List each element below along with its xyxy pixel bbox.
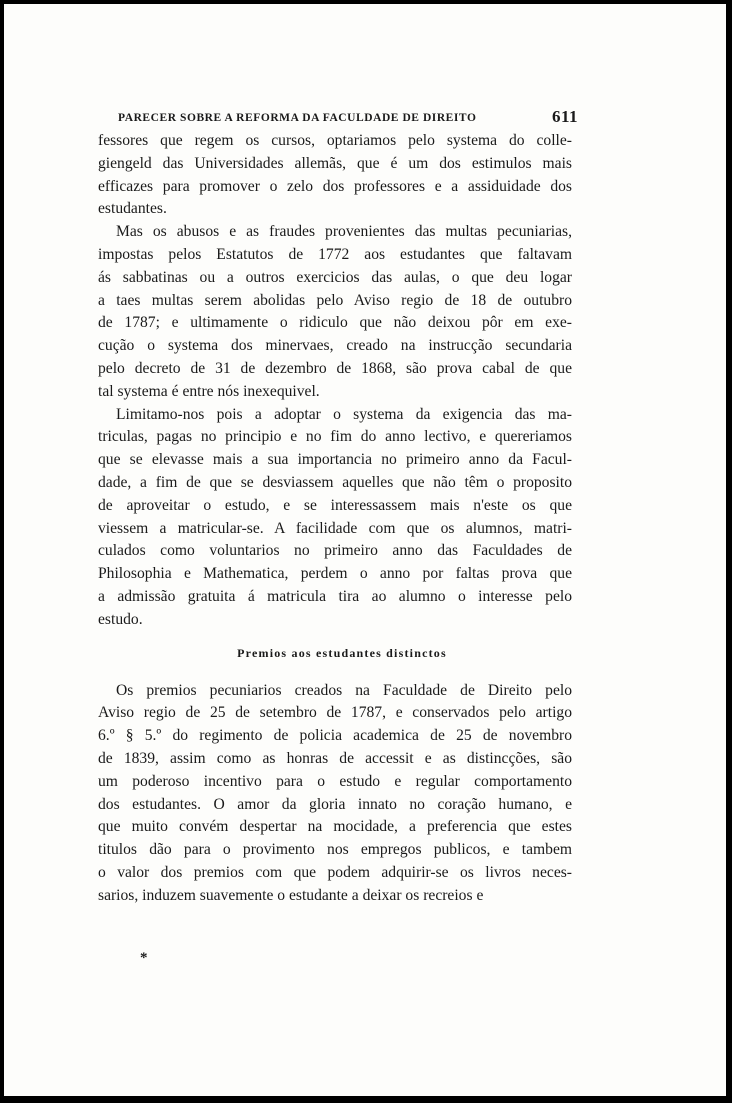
paragraph xyxy=(98,404,572,632)
body-text xyxy=(98,130,572,908)
section-heading: Premios aos estudantes distinctos xyxy=(237,645,447,660)
text-line: dos estudantes. O amor da gloria innato no coração humano, e xyxy=(98,795,572,813)
text-line: Aviso regio de 25 de setembro de 1787, e conservados pelo artigo xyxy=(98,704,572,722)
text-line: ás sabbatinas ou a outros exercicios das aulas, o que deu logar xyxy=(98,268,572,286)
text-line: estudantes. xyxy=(98,200,167,218)
text-line: de 1839, assim como as honras de accessit e as distincções, são xyxy=(98,749,572,767)
text-line: fessores que regem os cursos, optariamos pelo systema do colle- xyxy=(98,132,572,149)
text-line: giengeld das Universidades allemãs, que é um dos estimulos mais xyxy=(98,154,572,172)
text-line: culados como voluntarios no primeiro anno das Faculdades de xyxy=(98,542,572,560)
text-line: a taes multas serem abolidas pelo Aviso regio de 18 de outubro xyxy=(98,291,572,309)
text-line: Philosophia e Mathematica, perdem o anno por faltas prova que xyxy=(98,565,572,583)
text-line: estudo. xyxy=(98,610,143,628)
text-line: pelo decreto de 31 de dezembro de 1868, são prova cabal de que xyxy=(98,359,572,377)
text-line: efficazes para promover o zelo dos professores e a assiduidade dos xyxy=(98,177,572,195)
text-line: que se elevasse mais a sua importancia no primeiro anno da Facul- xyxy=(98,451,572,469)
text-line: cução o systema dos minervaes, creado na instrucção secundaria xyxy=(98,337,572,355)
paragraph xyxy=(98,130,572,221)
text-line: sarios, induzem suavemente o estudante a deixar os recreios e xyxy=(98,886,484,904)
paragraph xyxy=(98,221,572,403)
text-line: 6.º § 5.º do regimento de policia academica de 25 de novembro xyxy=(98,727,572,745)
page-number: 611 xyxy=(551,107,578,126)
text-line: dade, a fim de que se desviassem aquelles que não têm o proposito xyxy=(98,473,572,491)
paragraphs-before-heading xyxy=(98,130,572,632)
footer-asterisk: * xyxy=(140,950,148,966)
text-line: Limitamo-nos pois a adoptar o systema da exigencia das ma- xyxy=(116,405,572,423)
text-line: o valor dos premios com que podem adquirir-se os livros neces- xyxy=(98,863,572,881)
text-line: tal systema é entre nós inexequivel. xyxy=(98,382,320,400)
text-line: Os premios pecuniarios creados na Faculdade de Direito pelo xyxy=(116,681,572,699)
text-line: Mas os abusos e as fraudes provenientes das multas pecuniarias, xyxy=(116,223,572,241)
text-line: triculas, pagas no principio e no fim do anno lectivo, e quereriamos xyxy=(98,428,572,446)
text-line: viessem a matricular-se. A facilidade com que os alumnos, matri- xyxy=(98,519,572,537)
text-line: titulos dão para o provimento nos empregos publicos, e tambem xyxy=(98,841,572,859)
text-line: que muito convém despertar na mocidade, a preferencia que estes xyxy=(98,818,572,836)
text-line: a admissão gratuita á matricula tira ao alumno o interesse pelo xyxy=(98,587,572,605)
paragraphs-after-heading xyxy=(98,680,572,908)
running-title: PARECER SOBRE A REFORMA DA FACULDADE DE DIREITO xyxy=(118,112,477,124)
text-line: de aproveitar o estudo, e se interessassem mais n'este os que xyxy=(98,496,572,514)
text-line: de 1787; e ultimamente o ridiculo que não deixou pôr em exe- xyxy=(98,314,572,332)
text-line: um poderoso incentivo para o estudo e regular comportamento xyxy=(98,772,572,790)
paragraph xyxy=(98,680,572,908)
text-line: impostas pelos Estatutos de 1772 aos estudantes que faltavam xyxy=(98,245,572,263)
